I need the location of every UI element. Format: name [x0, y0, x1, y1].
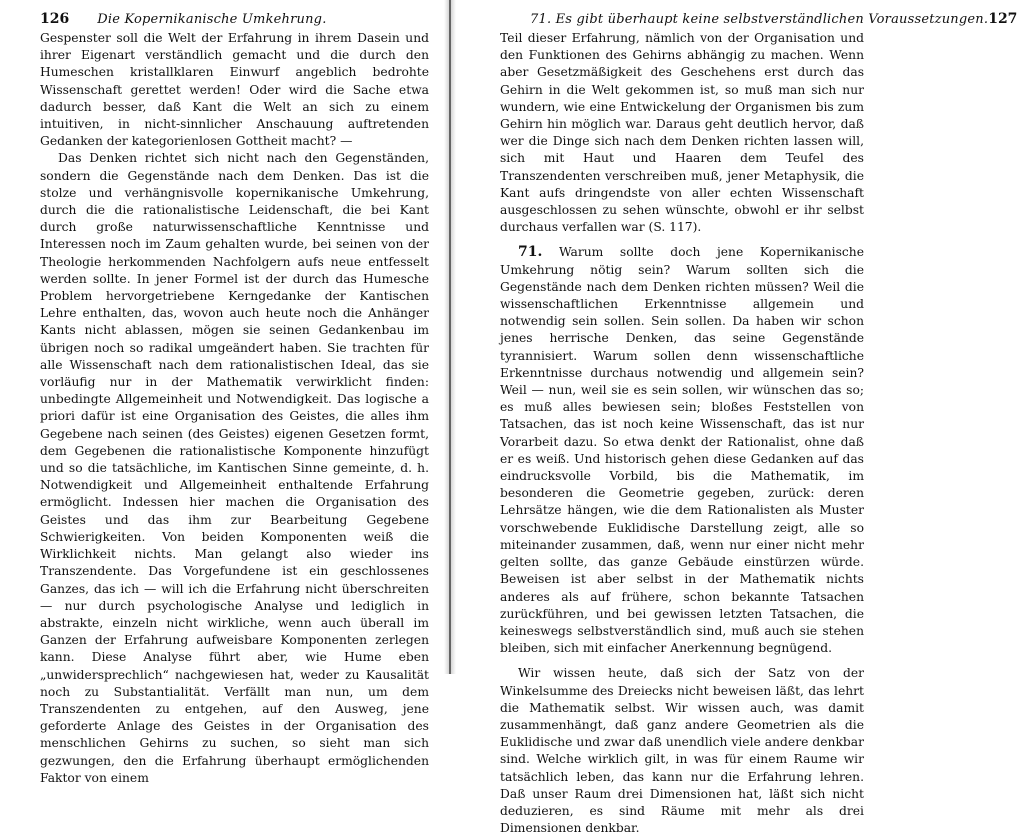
section-71-paragraph	[500, 244, 864, 657]
left-running-head-title: Die Kopernikanische Umkehrung.	[97, 12, 327, 27]
left-page-body	[40, 30, 429, 787]
left-running-header	[40, 8, 429, 30]
book-gutter	[444, 0, 456, 674]
right-page-number: 127	[988, 11, 1017, 27]
left-page	[0, 0, 445, 785]
right-running-header	[500, 8, 1017, 30]
right-final-paragraph: Wir wissen heute, daß sich der Satz von der Winkelsumme des Dreiecks nicht beweisen läßt, das lehrt die Mathematik selbst. Wir wissen auch, was damit zusammenhängt, daß ganz andere Geometrien als die Euklidische und zwar daß unendlich viele andere denkbar sind. Welche wirklich gilt, in was für einem Raume wir tatsächlich leben, das kann nur die Erfahrung lehren. Daß unser Raum drei Dimensionen hat, läßt sich nicht deduzieren, es sind Räume mit mehr als drei Dimensionen denkbar.	[500, 666, 864, 836]
section-number: 71.	[518, 244, 543, 261]
right-running-head-title: 71. Es gibt überhaupt keine selbstverständlichen Voraussetzungen.	[530, 12, 989, 27]
left-page-number: 126	[40, 11, 70, 27]
section-text: Warum sollte doch jene Kopernikanische Umkehrung nötig sein? Warum sollten sich die Gegenstände nach dem Denken richten müssen? Weil die wissenschaftlichen Erkenntnisse allgemein und notwendig sein sollen. Sein sollen. Da haben wir schon jenes herrische Denken, das seine Gegenstände tyrannisiert. Warum sollen denn wissenschaftliche Erkenntnisse durchaus notwendig und allgemein sein? Weil — nun, weil sie es sein sollen, wir wünschen das so; es muß alles bewiesen sein; bloßes Feststellen von Tatsachen, das ist noch keine Wissenschaft, das ist nur Vorarbeit dazu. So etwa denkt der Rationalist, ohne daß er es weiß. Und historisch gehen diese Gedanken auf das eindrucksvolle Vorbild, bis die Mathematik, im besonderen die Geometrie gegeben, zurück: deren Lehrsätze hängen, wie die dem Rationalisten als Muster vorschwebende Euklidische Darstellung zeigt, alle so miteinander zusammen, daß, wenn nur einer nicht mehr gelten sollte, das ganze Gebäude einstürzen würde. Beweisen ist aber selbst in der Mathematik nichts anderes als auf frühere, schon bekannte Tatsachen zurückführen, und bei gewissen letzten Tatsachen, die keineswegs selbstverständlich sind, muß auch sie stehen bleiben, sich mit einfacher Anerkennung begnügend.	[500, 245, 864, 656]
right-page	[456, 0, 1017, 836]
left-paragraph: Das Denken richtet sich nicht nach den Gegenständen, sondern die Gegenstände nach dem Denken. Das ist die stolze und verhängnisvolle kopernikanische Umkehrung, durch die die rationalistische Leidenschaft, die bei Kant durch große naturwissenschaftliche Kenntnisse und Interessen noch im Zaum gehalten wurde, bei seinen von der Theologie herkommenden Nachfolgern aufs neue entfesselt werden sollte. In jener Formel ist der durch das Humesche Problem hervorgetriebene Kerngedanke der Kantischen Lehre enthalten, das, wovon auch heute noch die Anhänger Kants nicht ablassen, mögen sie seinen Gedankenbau im übrigen noch so radikal umgeändert haben. Sie trachten für alle Wissenschaft nach dem rationalistischen Ideal, das sie vorläufig nur in der Mathematik verwirklicht finden: unbedingte Allgemeinheit und Notwendigkeit. Das logische a priori dafür ist eine Organisation des Geistes, die alles ihm Gegebene nach seinen (des Geistes) eigenen Gesetzen formt, dem Gegebenen die rationalistische Komponente hinzufügt und so die tatsächliche, im Kantischen Sinne gemeinte, d. h. Notwendigkeit und Allgemeinheit enthaltende Erfahrung ermöglicht. Indessen hier machen die Organisation des Geistes und das ihm zur Bearbeitung Gegebene Schwierigkeiten. Von beiden Komponenten weiß die Wirklichkeit nichts. Man gelangt also wieder ins Transzendente. Das Vorgefundene ist ein geschlossenes Ganzes, das ich — will ich die Erfahrung nicht überschreiten — nur durch psychologische Analyse und lediglich in abstrakte, einzeln nicht wirkliche, wenn auch überall im Ganzen der Erfahrung aufweisbare Komponenten zerlegen kann. Diese Analyse führt aber, wie Hume eben „unwidersprechlich“ nachgewiesen hat, weder zu Kausalität noch zu Substantialität. Verfällt man nun, um dem Transzendenten zu entgehen, auf den Ausweg, jene geforderte Anlage des Geistes in der Organisation des menschlichen Gehirns zu suchen, so sieht man sich gezwungen, den die Erfahrung überhaupt ermöglichenden Faktor von einem	[40, 151, 429, 785]
left-paragraph: Gespenster soll die Welt der Erfahrung in ihrem Dasein und ihrer Eigenart verständlich gemacht und die durch den Humeschen kristallklaren Einwurf angeblich bedrohte Wissenschaft gerettet werden! Oder wird die Sache etwa dadurch besser, daß Kant die Welt an sich zu einem intuitiven, in nicht-sinnlicher Anschauung auftretenden Gedanken der kategorienlosen Gottheit macht? —	[40, 31, 429, 149]
right-page-body	[500, 30, 864, 837]
right-paragraph: Teil dieser Erfahrung, nämlich von der Organisation und den Funktionen des Gehirns abhängig zu machen. Wenn aber Gesetzmäßigkeit des Geschehens erst durch das Gehirn in die Welt gekommen ist, so muß man sich nur wundern, wie eine Entwickelung der Organismen bis zum Gehirn hin möglich war. Daraus geht deutlich hervor, daß wer die Dinge sich nach dem Denken richten lassen will, sich mit Haut und Haaren dem Teufel des Transzendenten verschreiben muß, jener Metaphysik, die Kant aufs dringendste von aller echten Wissenschaft ausgeschlossen zu sehen wünschte, obwohl er ihr selbst durchaus verfallen war (S. 117).	[500, 31, 864, 235]
